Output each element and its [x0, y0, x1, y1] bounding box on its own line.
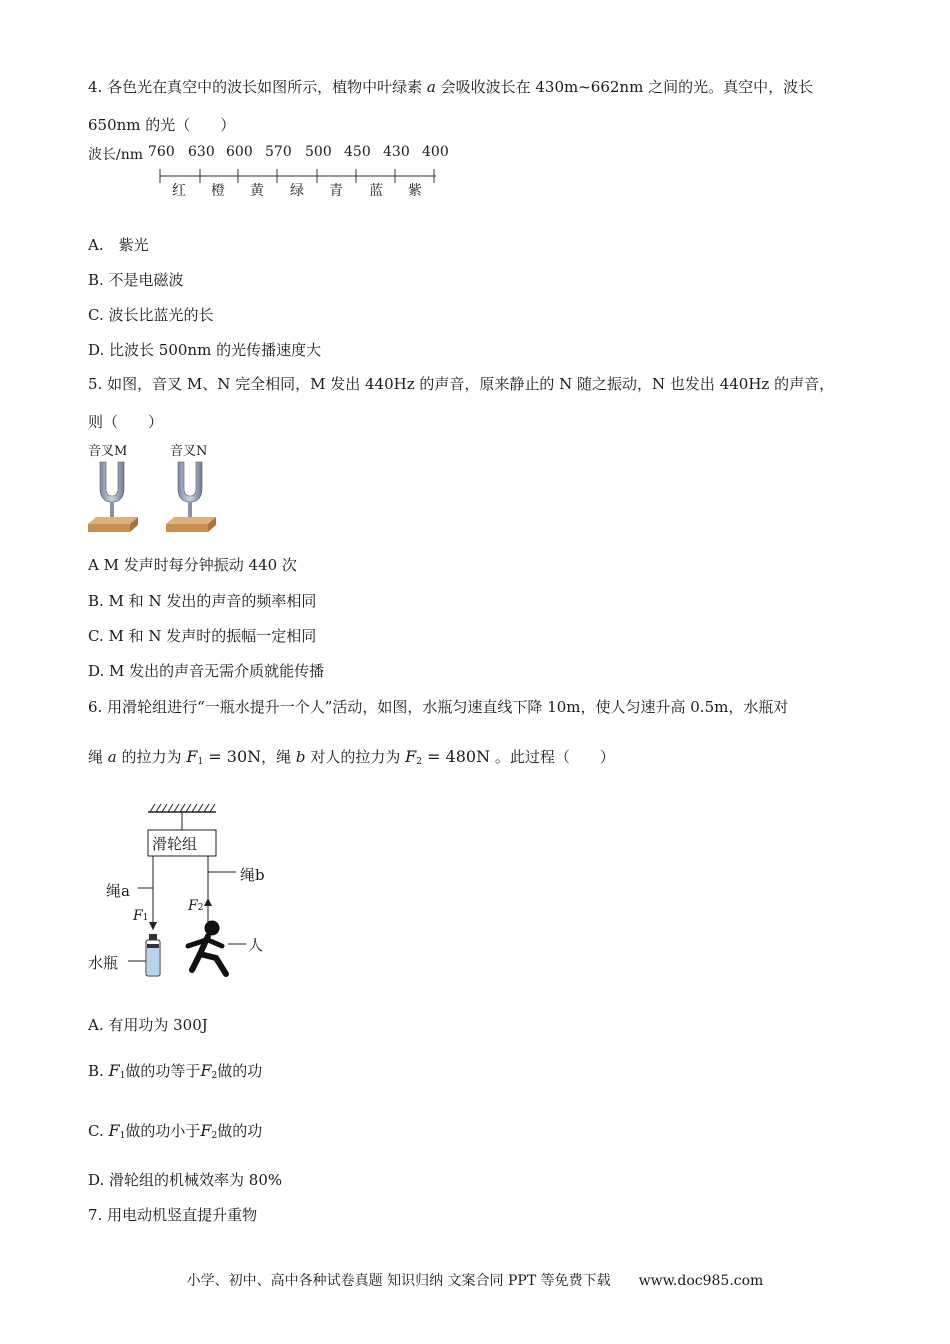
wl-tick-760: 760 — [148, 144, 175, 160]
pulley-block-label: 滑轮组 — [152, 835, 198, 853]
q5-option-c: C. M 和 N 发声时的振幅一定相同 — [88, 627, 317, 645]
q5-option-d: D. M 发出的声音无需介质就能传播 — [88, 662, 325, 680]
color-cyan: 青 — [329, 183, 343, 199]
q4-option-d: D. 比波长 500nm 的光传播速度大 — [88, 341, 322, 359]
wl-tick-630: 630 — [188, 144, 215, 160]
f2-label: F2 — [188, 898, 204, 914]
wl-tick-500: 500 — [305, 144, 332, 160]
color-red: 红 — [172, 183, 186, 199]
person-label: 人 — [248, 936, 264, 954]
tuning-fork-drawings — [88, 458, 228, 536]
wl-tick-430: 430 — [383, 144, 410, 160]
q4-stem-line1: 4. 各色光在真空中的波长如图所示，植物中叶绿素 a 会吸收波长在 430m~662nm 之间的光。真空中，波长 — [88, 78, 814, 96]
q5-stem-line1: 5. 如图，音叉 M、N 完全相同，M 发出 440Hz 的声音，原来静止的 N 随之振动，N 也发出 440Hz 的声音， — [88, 375, 835, 393]
fork-m-icon — [88, 462, 138, 532]
q6-option-a: A. 有用功为 300J — [88, 1016, 208, 1034]
rope-b-label: 绳b — [240, 866, 265, 884]
wl-tick-570: 570 — [265, 144, 292, 160]
fork-m-label: 音叉M — [88, 444, 128, 459]
q6-stem-line1: 6. 用滑轮组进行“一瓶水提升一个人”活动，如图，水瓶匀速直线下降 10m，使人匀速升高 0.5m，水瓶对 — [88, 698, 789, 716]
q4-option-c: C. 波长比蓝光的长 — [88, 306, 214, 324]
q6-option-d: D. 滑轮组的机械效率为 80% — [88, 1171, 283, 1189]
q4-option-a: A. 紫光 — [88, 236, 149, 254]
q6-option-b: B. F1做的功等于F2做的功 — [88, 1061, 263, 1081]
color-green: 绿 — [290, 183, 304, 199]
q6-stem-line2: 绳 a 的拉力为 F1 = 30N，绳 b 对人的拉力为 F2 = 480N 。此过程（ ） — [88, 747, 615, 767]
q7-stem: 7. 用电动机竖直提升重物 — [88, 1206, 258, 1224]
water-bottle-label: 水瓶 — [88, 954, 119, 972]
person-icon — [188, 921, 226, 974]
q4-option-b: B. 不是电磁波 — [88, 271, 184, 289]
wl-tick-600: 600 — [226, 144, 253, 160]
q5-option-b: B. M 和 N 发出的声音的频率相同 — [88, 592, 317, 610]
tuning-forks-figure — [88, 440, 228, 536]
page-footer: 小学、初中、高中各种试卷真题 知识归纳 文案合同 PPT 等免费下载 www.doc985.com — [186, 1273, 764, 1289]
rope-a-label: 绳a — [106, 882, 130, 900]
water-bottle-icon — [146, 934, 160, 976]
color-yellow: 黄 — [250, 183, 264, 199]
wavelength-axis-label: 波长/nm — [88, 147, 144, 163]
fork-n-icon — [166, 462, 216, 532]
wl-tick-450: 450 — [344, 144, 371, 160]
f2-formula: F2 = 480N — [405, 747, 491, 767]
spectrum-ruler — [88, 142, 458, 204]
color-orange: 橙 — [211, 183, 225, 199]
color-blue: 蓝 — [369, 183, 383, 199]
q4-stem-line2: 650nm 的光（ ） — [88, 116, 236, 134]
color-violet: 紫 — [408, 183, 422, 199]
q5-option-a: A M 发声时每分钟振动 440 次 — [88, 556, 297, 574]
q6-option-c: C. F1做的功小于F2做的功 — [88, 1121, 263, 1141]
q5-stem-line2: 则（ ） — [88, 413, 164, 431]
f1-formula: F1 = 30N — [186, 747, 262, 767]
pulley-system-figure — [88, 796, 288, 986]
wl-tick-400: 400 — [422, 144, 449, 160]
wavelength-spectrum-figure — [88, 142, 458, 204]
f1-label: F1 — [133, 908, 149, 924]
fork-n-label: 音叉N — [170, 444, 208, 459]
